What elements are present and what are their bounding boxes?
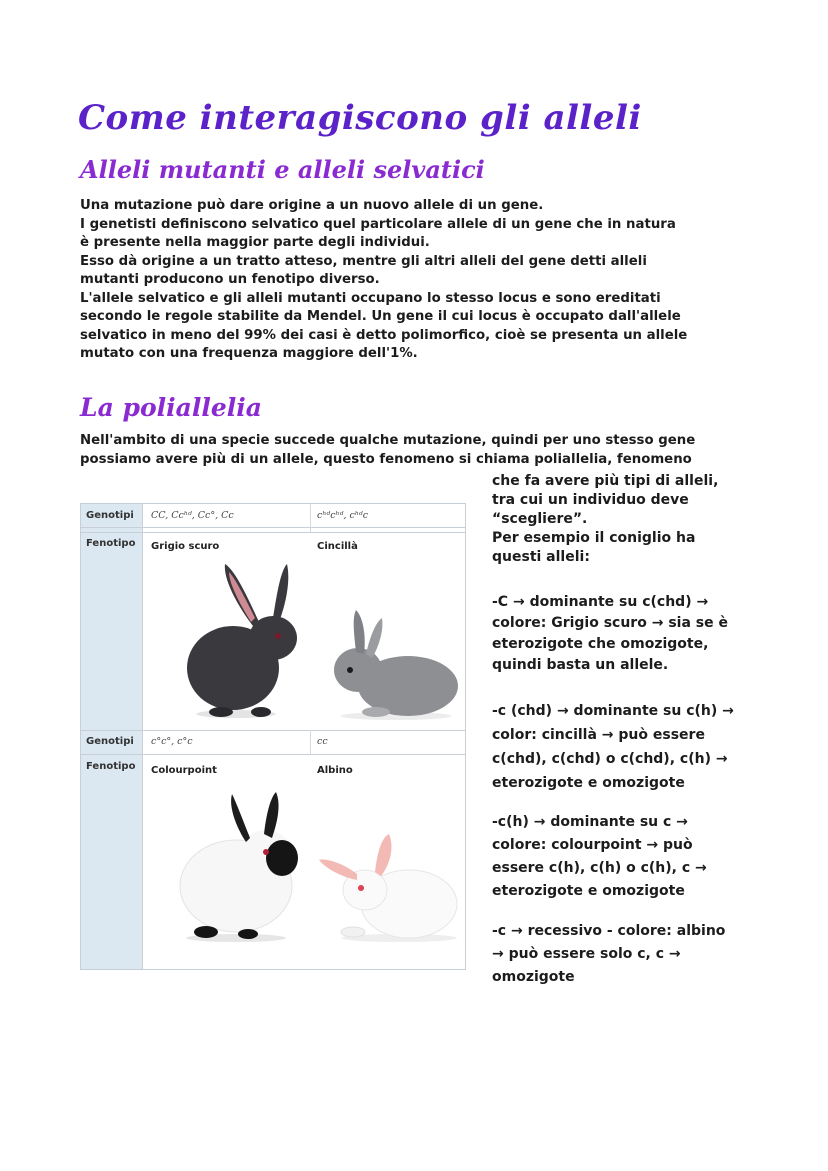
genotype-cell: CC, Ccʰᵈ, Cc°, Cc: [151, 510, 234, 521]
phenotype-grigio-scuro: Grigio scuro: [151, 541, 220, 552]
text-line: omozigote: [492, 969, 575, 985]
phenotype-albino: Albino: [317, 765, 353, 776]
allele-cchd: [492, 699, 758, 795]
text-line: L'allele selvatico e gli alleli mutanti occupano lo stesso locus e sono ereditati: [80, 290, 661, 306]
text-line: colore: colourpoint → può: [492, 837, 693, 853]
allele-c-recessive: [492, 920, 758, 989]
phenotype-cincilla: Cincillà: [317, 541, 358, 552]
text-line: selvatico in meno del 99% dei casi è detto polimorfico, cioè se presenta un allele: [80, 327, 688, 343]
label-genotipi-2: Genotipi: [86, 736, 134, 747]
rabbit-colourpoint-image: [166, 786, 306, 946]
section-heading-poliallelia: La poliallelia: [80, 393, 262, 422]
text-line: che fa avere più tipi di alleli,: [492, 473, 719, 489]
text-line: tra cui un individuo deve: [492, 492, 689, 508]
text-line: Esso dà origine a un tratto atteso, mentre gli altri alleli del gene detti alleli: [80, 253, 647, 269]
text-line: questi alleli:: [492, 549, 590, 565]
text-line: è presente nella maggior parte degli individui.: [80, 235, 430, 250]
text-line: eterozigote e omozigote: [492, 883, 685, 899]
allele-c-dominant: [492, 592, 758, 676]
text-line: secondo le regole stabilite da Mendel. Un gene il cui locus è occupato dall'allele: [80, 309, 681, 324]
text-line: color: cincillà → può essere: [492, 727, 705, 743]
section-heading-alleli: Alleli mutanti e alleli selvatici: [80, 155, 485, 184]
text-line: -c → recessivo - colore: albino: [492, 923, 726, 939]
page-title: Come interagiscono gli alleli: [78, 98, 642, 138]
rabbit-chinchilla-image: [316, 604, 464, 724]
section-alleli-text: [80, 197, 756, 364]
label-fenotipo-1: Fenotipo: [86, 538, 136, 549]
text-line: -c(h) → dominante su c →: [492, 814, 688, 830]
label-fenotipo-2: Fenotipo: [86, 761, 136, 772]
genotype-phenotype-table: [80, 503, 466, 970]
text-line: I genetisti definiscono selvatico quel particolare allele di un gene che in natura: [80, 216, 676, 232]
genotype-cell: c°c°, c°c: [151, 736, 193, 747]
text-line: colore: Grigio scuro → sia se è: [492, 615, 728, 631]
text-line: Nell'ambito di una specie succede qualche mutazione, quindi per uno stesso gene: [80, 433, 696, 448]
text-line: mutanti producono un fenotipo diverso.: [80, 272, 380, 287]
text-line: essere c(h), c(h) o c(h), c →: [492, 860, 707, 876]
rabbit-albino-image: [317, 828, 463, 944]
section-poliallelia-text: [80, 432, 756, 469]
genotype-cell: cʰᵈcʰᵈ, cʰᵈc: [317, 510, 369, 521]
text-line: Per esempio il coniglio ha: [492, 530, 696, 546]
text-line: -C → dominante su c(chd) →: [492, 594, 709, 610]
text-line: quindi basta un allele.: [492, 657, 669, 673]
text-line: Una mutazione può dare origine a un nuovo allele di un gene.: [80, 198, 544, 213]
text-line: → può essere solo c, c →: [492, 946, 681, 962]
rabbit-dark-grey-image: [181, 556, 306, 726]
text-line: eterozigote e omozigote: [492, 775, 685, 791]
text-line: mutato con una frequenza maggiore dell'1%.: [80, 346, 418, 361]
text-line: “scegliere”.: [492, 511, 588, 527]
text-line: possiamo avere più di un allele, questo fenomeno si chiama poliallelia, fenomeno: [80, 451, 692, 467]
allele-ch: [492, 811, 758, 903]
text-line: eterozigote che omozigote,: [492, 636, 709, 652]
genotype-cell: cc: [317, 736, 328, 747]
text-line: -c (chd) → dominante su c(h) →: [492, 703, 734, 719]
phenotype-colourpoint: Colourpoint: [151, 765, 217, 776]
text-line: c(chd), c(chd) o c(chd), c(h) →: [492, 751, 728, 767]
label-genotipi-1: Genotipi: [86, 510, 134, 521]
side-text-intro: [492, 472, 758, 567]
